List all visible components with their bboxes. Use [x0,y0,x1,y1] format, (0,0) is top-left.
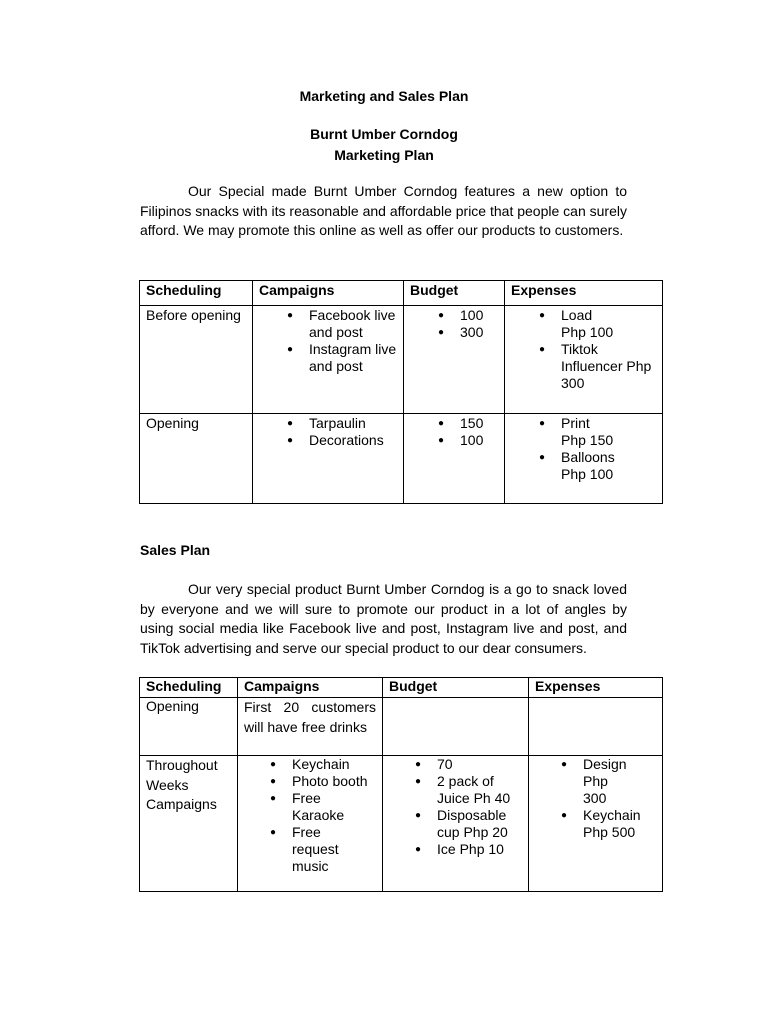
campaigns-cell [253,414,404,504]
budget-cell [383,756,529,892]
list-item: ● Decorations [283,432,397,449]
list-item: ● Free Karaoke [266,790,376,824]
list-item: ● 300 [434,324,498,341]
budget-cell [383,698,529,756]
list-item: ● 100 [434,432,498,449]
table-row [140,414,663,504]
expenses-cell [529,756,663,892]
schedule-cell: Throughout Weeks Campaigns [140,756,238,892]
header-campaigns: Campaigns [253,281,404,306]
list-item: ● 150 [434,415,498,432]
campaigns-cell: First 20 customers will have free drinks [238,698,383,756]
budget-cell [404,306,505,414]
list-item: ● Instagram live and post [283,341,397,375]
header-campaigns: Campaigns [238,678,383,698]
list-item: ● Keychain Php 500 [557,807,656,841]
header-expenses: Expenses [505,281,663,306]
expenses-cell [505,414,663,504]
campaigns-cell [253,306,404,414]
sales-table [139,677,663,892]
list-item: ● Disposable cup Php 20 [411,807,520,841]
marketing-paragraph: Our Special made Burnt Umber Corndog features a new option to Filipinos snacks with its reasonable and affordable price that people can surely afford. We may promote this online as well as offer our products to customers. [140,183,627,238]
campaigns-cell [238,756,383,892]
schedule-cell: Opening [140,698,238,756]
expenses-cell [529,698,663,756]
list-item: ● Print Php 150 [535,415,656,449]
list-item: ● Balloons Php 100 [535,449,656,483]
list-item: ● Design Php 300 [557,756,656,807]
list-item: ● Ice Php 10 [411,841,520,858]
list-item: ● Tarpaulin [283,415,397,432]
schedule-cell: Opening [140,414,253,504]
budget-cell [404,414,505,504]
marketing-plan-title: Marketing Plan [334,147,434,163]
table-row [140,306,663,414]
expenses-cell [505,306,663,414]
list-item: ● Free request music [266,824,376,875]
sales-paragraph: Our very special product Burnt Umber Corndog is a go to snack loved by everyone and we will sure to promote our product in a lot of angles by using social media like Facebook live and post, Instagram live and post, and TikTok advertising and serve our special product to our dear consumers. [140,581,627,656]
table-row [140,756,663,892]
table-row [140,698,663,756]
list-item: ● 70 [411,756,520,773]
list-item: ● Photo booth [266,773,376,790]
list-item: ● Facebook live and post [283,307,397,341]
list-item: ● Keychain [266,756,376,773]
list-item: ● 100 [434,307,498,324]
header-expenses: Expenses [529,678,663,698]
list-item: ● Tiktok Influencer Php 300 [535,341,656,392]
list-item: ● 2 pack of Juice Ph 40 [411,773,520,807]
table-header-row [140,281,663,306]
product-title: Burnt Umber Corndog [310,126,458,142]
header-scheduling: Scheduling [140,281,253,306]
table-header-row [140,678,663,698]
header-budget: Budget [383,678,529,698]
sales-plan-title: Sales Plan [140,542,211,558]
header-budget: Budget [404,281,505,306]
header-scheduling: Scheduling [140,678,238,698]
list-item: ● Load Php 100 [535,307,656,341]
document-title: Marketing and Sales Plan [299,88,469,104]
schedule-cell: Before opening [140,306,253,414]
marketing-table [139,280,663,504]
